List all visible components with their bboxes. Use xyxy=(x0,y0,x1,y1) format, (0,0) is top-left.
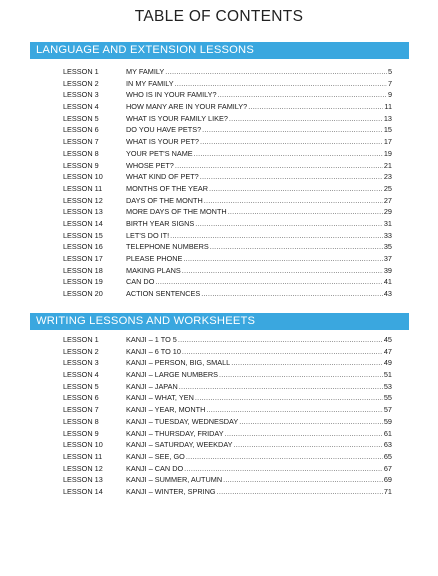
toc-entry xyxy=(63,369,392,381)
lesson-title: LET'S DO IT! xyxy=(126,230,170,240)
lesson-title: WHOSE PET? xyxy=(126,160,174,170)
lesson-number: LESSON 16 xyxy=(63,242,103,252)
toc-entry xyxy=(63,463,392,475)
page-number: 33 xyxy=(383,230,392,240)
lesson-title: YOUR PET'S NAME xyxy=(126,148,193,158)
page-number: 55 xyxy=(383,393,392,403)
toc-entry xyxy=(63,171,392,183)
toc-entry xyxy=(63,346,392,358)
lesson-number: LESSON 5 xyxy=(63,113,99,123)
dot-leader xyxy=(184,463,383,475)
toc-entry xyxy=(63,241,392,253)
dot-leader xyxy=(165,66,387,78)
lesson-number: LESSON 7 xyxy=(63,405,99,415)
lesson-number: LESSON 6 xyxy=(63,125,99,135)
page-number: 45 xyxy=(383,335,392,344)
dot-leader xyxy=(219,369,383,381)
dot-leader xyxy=(223,474,383,486)
toc-entry xyxy=(63,428,392,440)
page-number: 29 xyxy=(383,207,392,217)
page-number: 7 xyxy=(387,78,392,88)
lesson-number: LESSON 8 xyxy=(63,416,99,426)
lesson-number: LESSON 11 xyxy=(63,451,103,461)
dot-leader xyxy=(195,392,383,404)
lesson-title: WHAT KIND OF PET? xyxy=(126,172,199,182)
lesson-title: WHO IS IN YOUR FAMILY? xyxy=(126,90,217,100)
lesson-number: LESSON 9 xyxy=(63,428,99,438)
lesson-number: LESSON 7 xyxy=(63,137,99,147)
lesson-number: LESSON 13 xyxy=(63,475,103,485)
dot-leader xyxy=(225,428,383,440)
lesson-title: KANJI – TUESDAY, WEDNESDAY xyxy=(126,416,239,426)
page-number: 17 xyxy=(383,137,392,147)
toc-entry xyxy=(63,66,392,78)
toc-entry xyxy=(63,334,392,346)
section-heading-writing-lessons: WRITING LESSONS AND WORKSHEETS xyxy=(30,313,409,330)
lesson-title: BIRTH YEAR SIGNS xyxy=(126,218,195,228)
lesson-title: PLEASE PHONE xyxy=(126,254,183,263)
lesson-title: MORE DAYS OF THE MONTH xyxy=(126,207,227,217)
toc-entry xyxy=(63,113,392,125)
lesson-title: MONTHS OF THE YEAR xyxy=(126,183,209,193)
toc-entry xyxy=(63,276,392,288)
toc-entry xyxy=(63,206,392,218)
dot-leader xyxy=(248,101,383,113)
lesson-title: DAYS OF THE MONTH xyxy=(126,195,203,205)
lesson-number: LESSON 15 xyxy=(63,230,103,240)
page-number: 65 xyxy=(383,451,392,461)
dot-leader xyxy=(170,230,383,242)
page-number: 35 xyxy=(383,242,392,252)
page-number: 71 xyxy=(383,486,392,496)
page-number: 9 xyxy=(387,90,392,100)
page-number: 53 xyxy=(383,381,392,391)
toc-entry xyxy=(63,253,392,265)
lesson-title: DO YOU HAVE PETS? xyxy=(126,125,202,135)
page-number: 47 xyxy=(383,346,392,356)
page-number: 31 xyxy=(383,218,392,228)
page-number: 41 xyxy=(383,277,392,287)
lesson-number: LESSON 11 xyxy=(63,183,103,193)
toc-list-writing-lessons xyxy=(63,334,392,498)
lesson-title: IN MY FAMILY xyxy=(126,78,174,88)
page-number: 39 xyxy=(383,265,392,275)
lesson-number: LESSON 17 xyxy=(63,254,103,263)
lesson-number: LESSON 18 xyxy=(63,265,103,275)
page-number: 37 xyxy=(383,254,392,263)
dot-leader xyxy=(239,416,383,428)
toc-entry xyxy=(63,101,392,113)
dot-leader xyxy=(182,346,383,358)
lesson-title: HOW MANY ARE IN YOUR FAMILY? xyxy=(126,102,248,112)
page-number: 23 xyxy=(383,172,392,182)
lesson-title: KANJI – SATURDAY, WEEKDAY xyxy=(126,440,233,450)
page-number: 67 xyxy=(383,463,392,473)
page-number: 5 xyxy=(387,67,392,76)
dot-leader xyxy=(202,124,383,136)
lesson-title: MAKING PLANS xyxy=(126,265,181,275)
dot-leader xyxy=(186,451,383,463)
page-number: 57 xyxy=(383,405,392,415)
lesson-title: WHAT IS YOUR FAMILY LIKE? xyxy=(126,113,228,123)
page-number: 69 xyxy=(383,475,392,485)
lesson-number: LESSON 10 xyxy=(63,172,103,182)
dot-leader xyxy=(178,334,383,346)
toc-entry xyxy=(63,195,392,207)
page-number: 11 xyxy=(384,102,392,112)
dot-leader xyxy=(228,206,383,218)
toc-entry xyxy=(63,136,392,148)
lesson-title: KANJI – PERSON, BIG, SMALL xyxy=(126,358,231,368)
lesson-number: LESSON 1 xyxy=(63,335,99,344)
toc-list-language-lessons xyxy=(63,66,392,300)
lesson-number: LESSON 14 xyxy=(63,218,103,228)
toc-entry xyxy=(63,416,392,428)
dot-leader xyxy=(175,160,383,172)
page-number: 59 xyxy=(383,416,392,426)
dot-leader xyxy=(234,439,383,451)
lesson-number: LESSON 1 xyxy=(63,67,99,76)
page-number: 19 xyxy=(383,148,392,158)
lesson-title: KANJI – CAN DO xyxy=(126,463,184,473)
toc-entry xyxy=(63,218,392,230)
page-number: 15 xyxy=(383,125,392,135)
lesson-number: LESSON 19 xyxy=(63,277,103,287)
dot-leader xyxy=(194,148,383,160)
page-number: 13 xyxy=(383,113,392,123)
lesson-number: LESSON 2 xyxy=(63,346,99,356)
dot-leader xyxy=(204,195,383,207)
lesson-title: KANJI – 6 TO 10 xyxy=(126,346,181,356)
lesson-title: MY FAMILY xyxy=(126,67,165,76)
page-number: 27 xyxy=(383,195,392,205)
dot-leader xyxy=(218,89,387,101)
page-title: TABLE OF CONTENTS xyxy=(134,8,304,25)
lesson-number: LESSON 2 xyxy=(63,78,99,88)
lesson-title: KANJI – LARGE NUMBERS xyxy=(126,370,219,380)
lesson-number: LESSON 4 xyxy=(63,370,99,380)
toc-entry xyxy=(63,451,392,463)
toc-entry xyxy=(63,288,392,300)
lesson-number: LESSON 20 xyxy=(63,289,103,299)
dot-leader xyxy=(201,288,383,300)
toc-entry xyxy=(63,392,392,404)
lesson-number: LESSON 8 xyxy=(63,148,99,158)
lesson-title: KANJI – THURSDAY, FRIDAY xyxy=(126,428,224,438)
lesson-number: LESSON 3 xyxy=(63,90,99,100)
lesson-title: TELEPHONE NUMBERS xyxy=(126,242,209,252)
dot-leader xyxy=(179,381,383,393)
lesson-title: ACTION SENTENCES xyxy=(126,289,201,299)
lesson-number: LESSON 10 xyxy=(63,440,103,450)
lesson-title: KANJI – SUMMER, AUTUMN xyxy=(126,475,223,485)
lesson-title: KANJI – WHAT, YEN xyxy=(126,393,194,403)
lesson-title: KANJI – SEE, GO xyxy=(126,451,185,461)
lesson-title: KANJI – WINTER, SPRING xyxy=(126,486,216,496)
page-number: 61 xyxy=(383,428,392,438)
dot-leader xyxy=(182,265,383,277)
page-number: 21 xyxy=(383,160,392,170)
toc-entry xyxy=(63,160,392,172)
lesson-number: LESSON 14 xyxy=(63,486,103,496)
dot-leader xyxy=(206,404,383,416)
toc-entry xyxy=(63,381,392,393)
lesson-number: LESSON 12 xyxy=(63,195,103,205)
toc-entry xyxy=(63,404,392,416)
lesson-title: KANJI – 1 TO 5 xyxy=(126,335,177,344)
dot-leader xyxy=(217,486,383,498)
toc-entry xyxy=(63,439,392,451)
toc-entry xyxy=(63,183,392,195)
lesson-number: LESSON 9 xyxy=(63,160,99,170)
toc-entry xyxy=(63,148,392,160)
lesson-title: KANJI – JAPAN xyxy=(126,381,178,391)
dot-leader xyxy=(231,357,383,369)
dot-leader xyxy=(200,171,383,183)
lesson-number: LESSON 3 xyxy=(63,358,99,368)
dot-leader xyxy=(229,113,383,125)
dot-leader xyxy=(183,253,383,265)
lesson-title: WHAT IS YOUR PET? xyxy=(126,137,199,147)
toc-entry xyxy=(63,265,392,277)
lesson-number: LESSON 12 xyxy=(63,463,103,473)
toc-entry xyxy=(63,357,392,369)
dot-leader xyxy=(209,183,383,195)
toc-entry xyxy=(63,89,392,101)
toc-entry xyxy=(63,230,392,242)
toc-entry xyxy=(63,124,392,136)
lesson-number: LESSON 6 xyxy=(63,393,99,403)
toc-entry xyxy=(63,486,392,498)
section-heading-language-lessons: LANGUAGE AND EXTENSION LESSONS xyxy=(30,42,409,59)
dot-leader xyxy=(175,78,387,90)
page-number: 63 xyxy=(383,440,392,450)
page-number: 49 xyxy=(383,358,392,368)
page-number: 25 xyxy=(383,183,392,193)
dot-leader xyxy=(155,276,382,288)
lesson-number: LESSON 5 xyxy=(63,381,99,391)
dot-leader xyxy=(210,241,383,253)
lesson-title: CAN DO xyxy=(126,277,155,287)
page-number: 43 xyxy=(383,289,392,299)
dot-leader xyxy=(200,136,383,148)
toc-entry xyxy=(63,78,392,90)
toc-entry xyxy=(63,474,392,486)
page-number: 51 xyxy=(383,370,392,380)
lesson-title: KANJI – YEAR, MONTH xyxy=(126,405,206,415)
dot-leader xyxy=(195,218,383,230)
lesson-number: LESSON 13 xyxy=(63,207,103,217)
lesson-number: LESSON 4 xyxy=(63,102,99,112)
